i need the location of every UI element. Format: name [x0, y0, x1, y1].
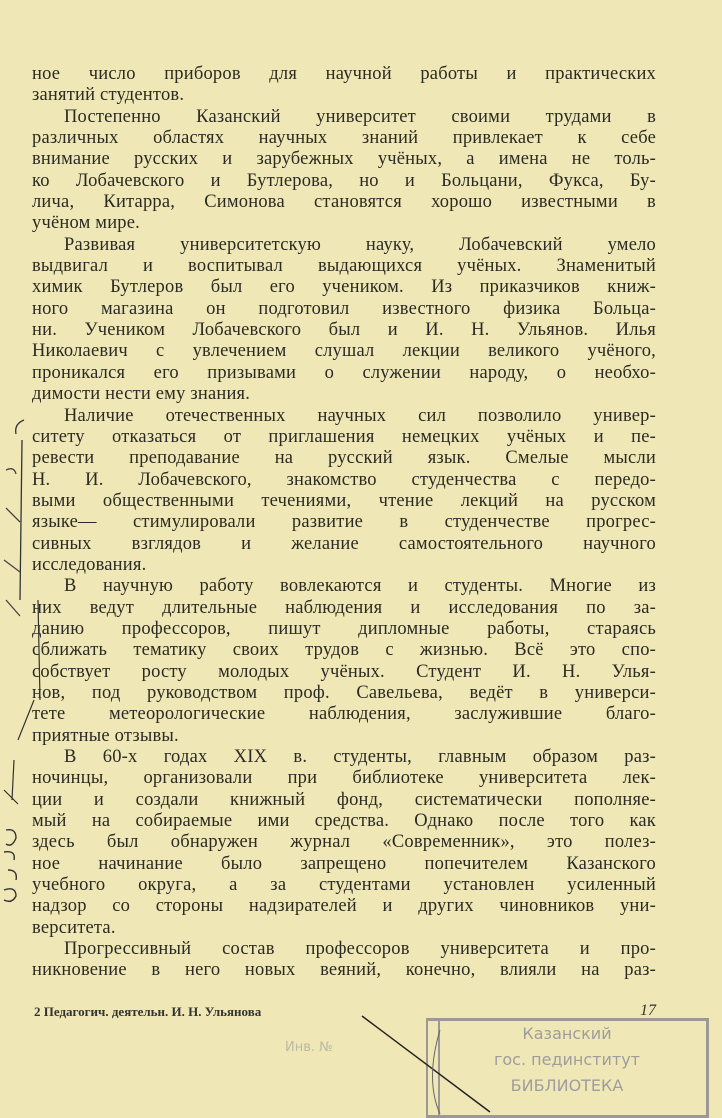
- page-number: 17: [640, 1002, 656, 1019]
- text-line: сивных взглядов и желание самостоятельного научного: [32, 533, 656, 554]
- margin-mark: [16, 420, 24, 600]
- margin-mark: [4, 469, 20, 616]
- text-line: собствует росту молодых учёных. Студент И. Н. Улья-: [32, 661, 656, 682]
- stamp-line: Казанский: [522, 1024, 612, 1043]
- text-line: химик Бутлеров был его учеником. Из приказчиков книж-: [32, 277, 656, 298]
- text-line: языке— стимулировали развитие в студенчестве прогрес-: [32, 512, 656, 533]
- text-line: учебного округа, а за студентами установлен усиленный: [32, 875, 656, 896]
- text-line: ное число приборов для научной работы и практических: [32, 64, 656, 84]
- text-line: ночинцы, организовали при библиотеке университета лек-: [32, 768, 656, 789]
- text-line: ного магазина он подготовил известного физика Больца-: [32, 298, 656, 319]
- text-line: данию профессоров, пишут дипломные работы, стараясь: [32, 618, 656, 639]
- text-line: Постепенно Казанский университет своими трудами в: [64, 106, 656, 127]
- text-line: В 60-х годах XIX в. студенты, главным образом раз-: [64, 747, 656, 767]
- text-line: ции и создали книжный фонд, систематически пополняе-: [32, 789, 656, 810]
- text-line: ко Лобачевского и Бутлерова, но и Больцани, Фукса, Бу-: [32, 170, 656, 191]
- text-line: Прогрессивный состав профессоров университета и про-: [64, 939, 656, 960]
- text-line: димости нести ему знания.: [32, 384, 251, 405]
- text-line: проникался его призывами о служении народу, о необхо-: [32, 362, 656, 383]
- stamp-line: гос. пединститут: [493, 1050, 640, 1069]
- text-line: здесь был обнаружен журнал «Современник», это полез-: [32, 832, 656, 853]
- stamp-line: БИБЛИОТЕКА: [510, 1076, 624, 1095]
- text-line: выми общественными течениями, чтение лекций на русском: [32, 490, 656, 511]
- text-line: приятные отзывы.: [32, 725, 179, 746]
- text-line: ревести преподавание на русский язык. Смелые мысли: [32, 448, 656, 469]
- faint-stamp-text: Инв. №: [285, 1040, 333, 1055]
- text-line: занятий студентов.: [32, 85, 185, 106]
- text-line: различных областях научных знаний привлекает к себе: [32, 128, 656, 149]
- text-line: них ведут длительные наблюдения и исследования по за-: [32, 597, 656, 618]
- text-line: В научную работу вовлекаются и студенты. Многие из: [64, 576, 656, 597]
- text-line: исследования.: [32, 554, 147, 575]
- text-line: ное начинание было запрещено попечителем Казанского: [32, 853, 656, 874]
- text-line: никновение в него новых веяний, конечно, влияли на раз-: [32, 960, 656, 981]
- text-line: надзор со стороны надзирателей и других чиновников уни-: [32, 896, 656, 917]
- footer-signature: 2 Педагогич. деятельн. И. Н. Ульянова: [34, 1004, 262, 1019]
- text-line: нов, под руководством проф. Савельева, ведёт в универси-: [32, 682, 656, 703]
- text-line: Н. И. Лобачевского, знакомство студенчества с передо-: [32, 469, 656, 490]
- text-line: Развивая университетскую науку, Лобачевский умело: [64, 234, 656, 255]
- text-line: ситету отказаться от приглашения немецких учёных и пе-: [32, 426, 656, 447]
- margin-mark: [4, 830, 16, 902]
- text-line: тете метеорологические наблюдения, заслужившие благо-: [32, 704, 656, 725]
- text-line: сближать тематику своих трудов с жизнью. Всё это спо-: [32, 640, 656, 661]
- text-line: лича, Китарра, Симонова становятся хорошо известными в: [32, 192, 656, 213]
- text-line: мый на собираемые ими средства. Однако после того как: [32, 811, 656, 832]
- text-line: внимание русских и зарубежных учёных, а имена не толь-: [32, 149, 656, 170]
- library-stamp: [426, 1018, 709, 1118]
- text-line: учёном мире.: [32, 213, 140, 234]
- text-line: ни. Учеником Лобачевского был и И. Н. Ульянов. Илья: [32, 320, 656, 341]
- text-line: Наличие отечественных научных сил позволило универ-: [64, 405, 656, 426]
- text-line: Николаевич с увлечением слушал лекции великого учёного,: [32, 341, 656, 362]
- text-line: верситета.: [32, 917, 116, 938]
- text-line: выдвигал и воспитывал выдающихся учёных. Знаменитый: [32, 256, 656, 277]
- stamp-border: [438, 1021, 440, 1115]
- body-text: [32, 64, 656, 982]
